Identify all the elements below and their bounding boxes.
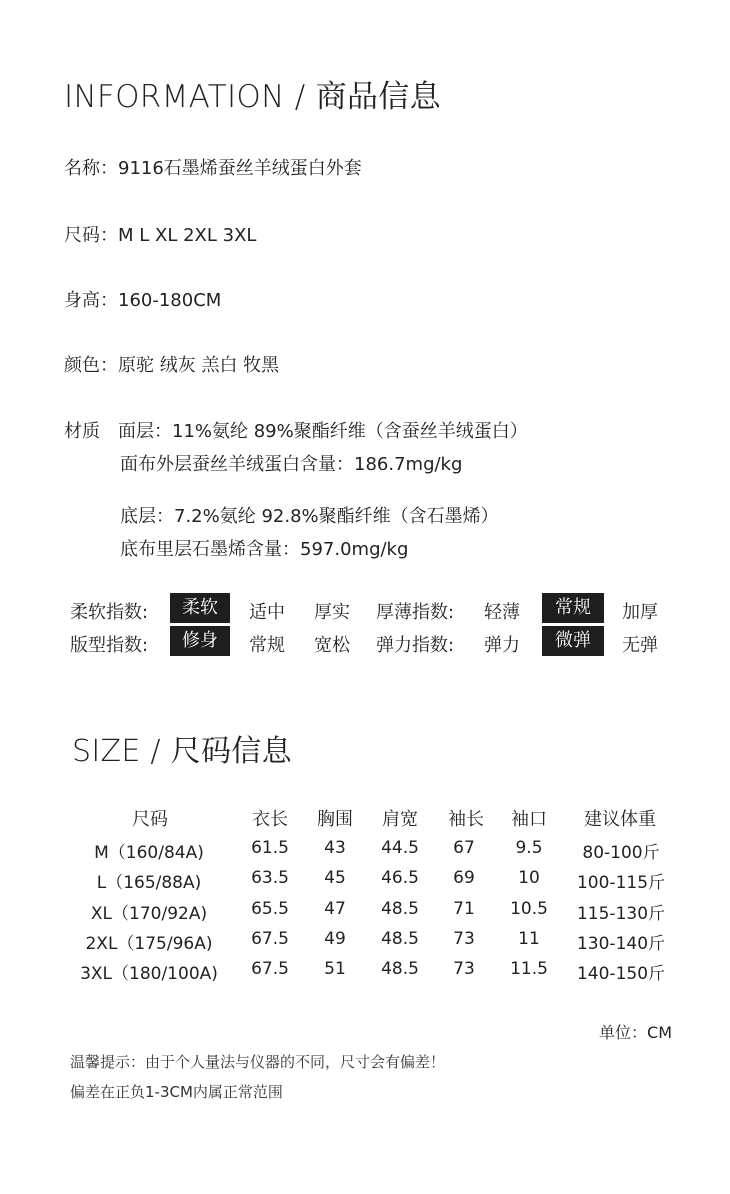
tip-note: 温馨提示：由于个人量法与仪器的不同，尺寸会有偏差！ [70,1053,446,1071]
elastic-label: 弹力指数: [376,635,455,656]
table-cell: 3XL（180/100A) [80,964,218,984]
table-cell: 10.5 [510,899,548,919]
thickness-label: 厚薄指数: [376,602,455,623]
table-cell: L（165/88A) [96,873,202,893]
fit-option-slim: 修身 [170,626,230,656]
table-cell: 44.5 [381,838,419,858]
table-cell: 67 [453,838,475,858]
table-cell: 11.5 [510,959,548,979]
table-cell: 48.5 [381,929,419,949]
info-title: INFORMATION / 商品信息 [64,79,441,115]
table-cell: 80-100斤 [582,843,660,863]
thickness-option-regular: 常规 [542,593,604,623]
product-colors: 颜色：原驼 绒灰 羔白 牧黑 [64,355,280,376]
table-cell: 47 [324,899,346,919]
table-cell: 9.5 [515,838,543,858]
header-size: 尺码 [132,809,168,830]
table-cell: 67.5 [251,959,289,979]
softness-option-thick: 厚实 [314,602,350,623]
table-cell: XL（170/92A) [90,904,208,924]
product-sizes: 尺码：M L XL 2XL 3XL [64,225,257,246]
table-cell: 2XL（175/96A) [85,934,213,954]
table-cell: 130-140斤 [576,934,666,954]
material-bottom: 底层：7.2%氨纶 92.8%聚酯纤维（含石墨烯） [120,506,499,527]
table-cell: 67.5 [251,929,289,949]
table-cell: 51 [324,959,346,979]
product-height: 身高：160-180CM [64,290,222,311]
table-cell: 73 [453,929,475,949]
table-cell: 65.5 [251,899,289,919]
header-chest: 胸围 [317,809,353,830]
table-cell: 46.5 [381,868,419,888]
fit-label: 版型指数: [70,635,149,656]
deviation-note: 偏差在正负1-3CM内属正常范围 [70,1083,283,1101]
elastic-option-slight: 微弹 [542,626,604,656]
table-cell: 10 [518,868,540,888]
size-title: SIZE / 尺码信息 [72,734,292,769]
elastic-option-stretch: 弹力 [484,635,520,656]
table-cell: 49 [324,929,346,949]
header-cuff: 袖口 [511,809,547,830]
header-shoulder: 肩宽 [382,809,418,830]
table-cell: 71 [453,899,475,919]
header-weight: 建议体重 [584,809,656,830]
thickness-option-light: 轻薄 [484,602,520,623]
material-top: 面层：11%氨纶 89%聚酯纤维（含蚕丝羊绒蛋白） [118,421,528,442]
softness-option-medium: 适中 [249,602,285,623]
table-cell: 140-150斤 [576,964,666,984]
elastic-option-none: 无弹 [622,635,658,656]
softness-label: 柔软指数: [70,602,149,623]
material-label: 材质 [64,421,100,442]
unit-label: 单位：CM [599,1023,672,1042]
table-cell: 115-130斤 [576,904,666,924]
product-name: 名称：9116石墨烯蚕丝羊绒蛋白外套 [64,158,362,179]
table-cell: 61.5 [251,838,289,858]
softness-option-soft: 柔软 [170,593,230,623]
table-cell: 43 [324,838,346,858]
material-bottom-content: 底布里层石墨烯含量：597.0mg/kg [120,539,409,560]
fit-option-regular: 常规 [249,635,285,656]
table-cell: 48.5 [381,899,419,919]
fit-option-loose: 宽松 [314,635,350,656]
header-sleeve: 袖长 [448,809,484,830]
table-cell: 11 [518,929,540,949]
table-cell: 48.5 [381,959,419,979]
table-cell: 45 [324,868,346,888]
material-top-content: 面布外层蚕丝羊绒蛋白含量：186.7mg/kg [120,454,463,475]
table-cell: 100-115斤 [576,873,666,893]
table-cell: 73 [453,959,475,979]
table-cell: M（160/84A) [94,843,204,863]
thickness-option-thick: 加厚 [622,602,658,623]
header-length: 衣长 [252,809,288,830]
table-cell: 63.5 [251,868,289,888]
table-cell: 69 [453,868,475,888]
